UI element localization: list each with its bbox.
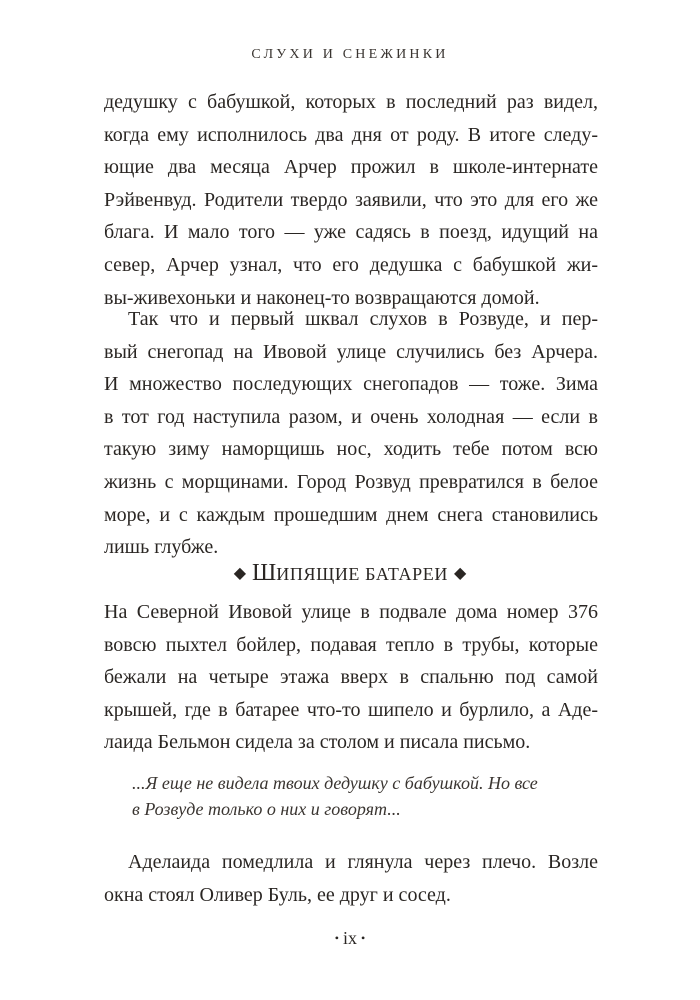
line-text: лишь глубже. (104, 536, 219, 559)
text-line (104, 879, 598, 912)
text-line (104, 433, 598, 466)
line-text: Рэйвенвуд. Родители твердо заявили, что это для его же (104, 188, 598, 211)
paragraph (104, 846, 598, 911)
text-line (104, 249, 598, 282)
text-line (104, 499, 598, 532)
line-text: Так что и первый шквал слухов в Розвуде, и пер- (128, 308, 598, 330)
page-number (0, 928, 700, 949)
line-text: И множество последующих снегопадов — тоже. Зима (104, 373, 598, 396)
text-line (104, 846, 598, 879)
line-text: когда ему исполнилось два дня от роду. В итоге следу- (104, 123, 598, 146)
line-text: жизнь с морщинами. Город Розвуд превратился в белое (104, 470, 598, 493)
bullet-ornament-icon: • (334, 931, 339, 945)
line-text: в тот год наступила разом, и очень холодная — если в (104, 405, 598, 428)
line-text: лаида Бельмон сидела за столом и писала письмо. (104, 731, 531, 754)
text-line (104, 661, 598, 694)
line-text: окна стоял Оливер Буль, ее друг и сосед. (104, 883, 451, 906)
letter-quote (132, 770, 592, 822)
heading-initial: Ш (252, 560, 277, 586)
paragraph (104, 596, 598, 759)
paragraph (104, 303, 598, 564)
text-line (104, 629, 598, 662)
line-text: ющие два месяца Арчер прожил в школе-интернате (104, 156, 598, 179)
heading-small-caps: ИПЯЩИЕ БАТАРЕИ (276, 564, 448, 584)
line-text: крышей, где в батарее что-то шипело и бурлило, а Аде- (104, 698, 598, 721)
line-text: море, и с каждым прошедшим днем снега становились (104, 503, 598, 526)
text-line (104, 151, 598, 184)
line-text: вый снегопад на Ивовой улице случились без Арчера. (104, 340, 598, 363)
text-line (104, 336, 598, 369)
text-line (104, 694, 598, 727)
line-text: На Северной Ивовой улице в подвале дома номер 376 (104, 601, 598, 623)
text-line (104, 216, 598, 249)
quote-line: ...Я еще не видела твоих дедушку с бабушкой. Но все (132, 773, 538, 793)
line-text: дедушку с бабушкой, которых в последний раз видел, (104, 91, 598, 113)
line-text: Аделаида помедлила и глянула через плечо. Возле (128, 851, 598, 873)
text-line (104, 119, 598, 152)
line-text: блага. И мало того — уже садясь в поезд, идущий на (104, 221, 598, 244)
line-text: вовсю пыхтел бойлер, подавая тепло в трубы, которые (104, 633, 598, 656)
diamond-ornament-icon: ◆ (453, 565, 467, 582)
text-line (104, 303, 598, 336)
line-text: север, Арчер узнал, что его дедушка с бабушкой жи- (104, 253, 598, 276)
text-line (104, 596, 598, 629)
bullet-ornament-icon: • (361, 931, 366, 945)
line-text: вы-живехоньки и наконец-то возвращаются домой. (104, 286, 540, 309)
running-head: СЛУХИ И СНЕЖИНКИ (251, 47, 449, 62)
paragraph-continued (104, 86, 598, 314)
diamond-ornament-icon: ◆ (233, 565, 247, 582)
text-line (104, 401, 598, 434)
quote-line: в Розвуде только о них и говорят... (132, 799, 401, 819)
page-number-text: ix (342, 928, 357, 948)
text-line (104, 726, 598, 759)
text-line (104, 86, 598, 119)
text-line (104, 184, 598, 217)
section-heading (0, 557, 700, 592)
text-line (104, 368, 598, 401)
line-text: бежали на четыре этажа вверх в спальню под самой (104, 666, 598, 689)
line-text: такую зиму наморщишь нос, ходить тебе потом всю (104, 438, 598, 461)
text-line (104, 466, 598, 499)
